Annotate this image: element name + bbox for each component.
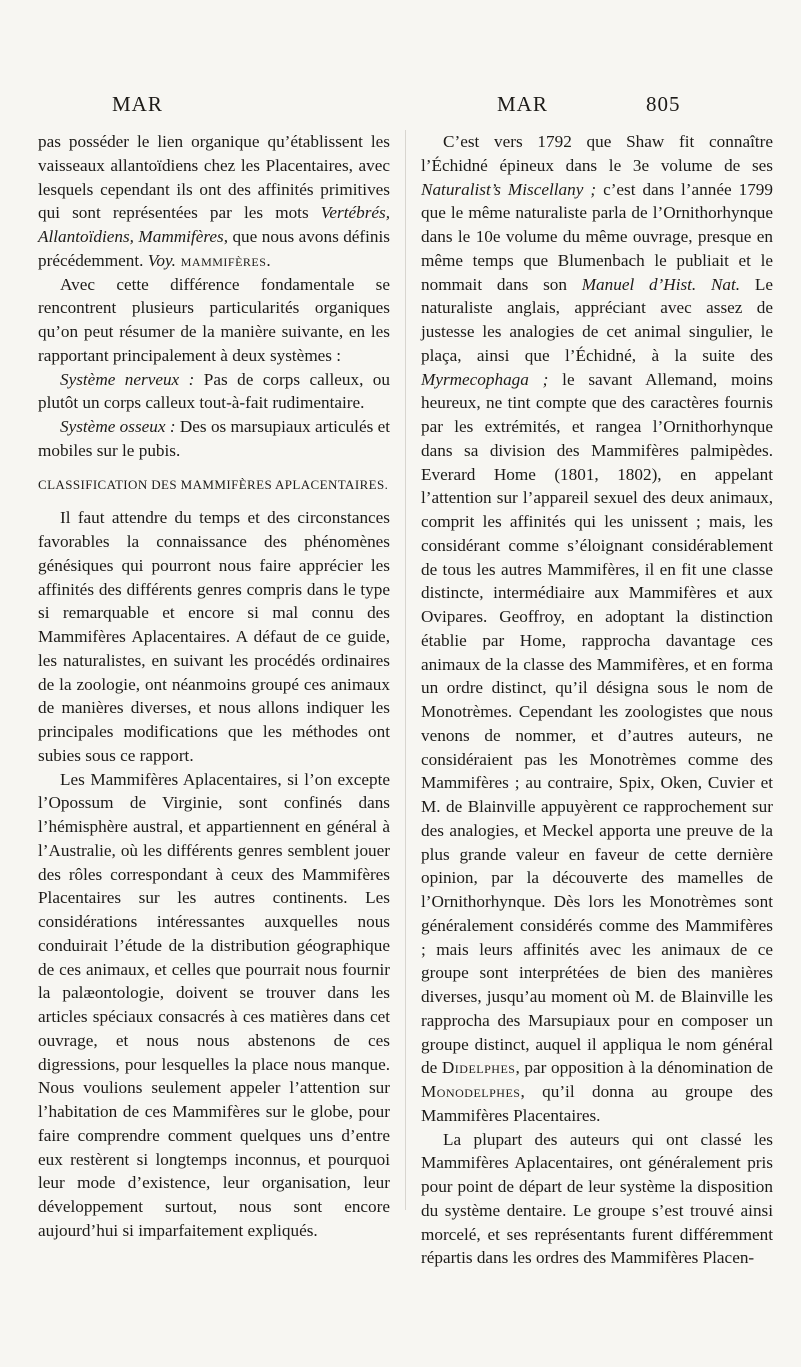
running-head-left: MAR: [112, 92, 163, 116]
paragraph: [38, 415, 390, 463]
italic-title: Naturalist’s Miscellany ;: [421, 179, 597, 199]
text-run: , qu’il donna au groupe des Mammifères Placentaires.: [421, 1082, 773, 1125]
running-head-right: MAR: [497, 92, 548, 116]
italic-title: Myrmecophaga ;: [421, 369, 549, 389]
text-run: pas posséder le lien organique qu’établissent les vaisseaux allantoïdiens chez les Placentaires, avec lesquels cependant ils ont des affinités primitives qui sont représentées par les mots: [38, 132, 390, 223]
text-run: Des os marsupiaux articulés et mobiles sur le pubis.: [38, 417, 391, 460]
text-run: c’est dans l’année 1799 que le même naturaliste parla de l’Ornithorhynque dans le 10e volume du même ouvrage, presque en même temps que Blumenbach le publiait et le nommait dans son: [421, 179, 773, 294]
paragraph: [38, 368, 390, 416]
text-run: le savant Allemand, moins heureux, ne tint compte que des caractères fournis par les extrémités, et rangea l’Ornithorhynque dans sa division des Mammifères palmipèdes. Everard Home (1801, 1802), en appelant l’attention sur l’appareil sexuel des deux animaux, comprit les affinités qui les unissent ; mais, les considérant comme s’éloignant considérablement de tous les autres Mammifères, il en fit une classe distincte, intermédiaire aux Mammifères et aux Ovipares. Geoffroy, en adoptant la distinction établie par Home, rapprocha davantage ces animaux de la classe des Mammifères, et en forma un ordre distinct, qu’il désigna sous le nom de Monotrèmes. Cependant les zoologistes que nous venons de nommer, et d’autres auteurs, ne considéraient pas les Monotrèmes comme des Mammifères ; au contraire, Spix, Oken, Cuvier et M. de Blainville appuyèrent ce rapprochement sur des analogies, et Meckel apporta une preuve de la plus grande valeur en faveur de cette dernière opinion, par la découverte des mamelles de l’Ornithorhynque. Dès lors les Monotrèmes sont généralement considérés comme des Mammifères ; mais leurs affinités avec les animaux de ce groupe sont interprétées de bien des manières diverses, jusqu’au moment où M. de Blainville les rapprocha des Marsupiaux pour en composer un groupe distinct, auquel il appliqua le nom général de: [421, 369, 773, 1078]
text-run: , que nous avons définis précédemment.: [38, 227, 390, 270]
paragraph: [38, 506, 390, 767]
text-run: C’est vers 1792 que Shaw fit connaître l’Échidné épineux dans le 3e volume de ses: [421, 132, 773, 175]
text-run: , par opposition à la dénomination de: [515, 1058, 773, 1078]
paragraph-label: Système osseux :: [60, 417, 176, 436]
right-column: [421, 130, 773, 1270]
text-run: Les Mammifères Aplacentaires, si l’on excepte l’Opossum de Virginie, sont confinés dans l’hémisphère austral, et appartiennent en général à l’Australie, où les différents genres semblent jouer des rôles correspondant à ceux des Mammifères Placentaires sur les autres continents. Les considérations intéressantes auxquelles nous conduirait l’étude de la distribution géographique de ces animaux, et celles que pourrait nous fournir la palæontologie, doivent se trouver dans les articles spéciaux consacrés à ces matières dans cet ouvrage, et nous nous abstenons de ces digressions, pour lesquelles la place nous manque. Nous voulions seulement appeler l’attention sur l’habitation de ces Mammifères sur le globe, pour faire comprendre comment quelques uns d’entre eux restèrent si longtemps inconnus, et pourquoi leur mode d’existence, leur organisation, leur développement surtout, nous sont encore aujourd’hui si imparfaitement expliqués.: [38, 769, 390, 1240]
paragraph-label: Système nerveux :: [60, 369, 195, 389]
text-run: Pas de corps calleux, ou plutôt un corps calleux tout-à-fait rudimentaire.: [38, 369, 390, 413]
text-run: Le naturaliste anglais, appréciant avec assez de justesse les analogies de cet animal singulier, le plaça, ainsi que l’Échidné, à la suite des: [421, 274, 773, 365]
paragraph: [38, 768, 390, 1243]
paragraph: [38, 130, 390, 273]
text-run: Avec cette différence fondamentale se rencontrent plusieurs particularités organiques qu’on peut résumer de la manière suivante, en les rapportant principalement à deux systèmes :: [38, 274, 390, 365]
italic-title: Manuel d’Hist. Nat.: [581, 274, 741, 294]
small-caps-term: Monodelphes: [421, 1082, 521, 1101]
page-number: 805: [646, 92, 681, 116]
paragraph: [421, 130, 773, 1128]
paragraph: [421, 1128, 773, 1271]
text-run: La plupart des auteurs qui ont classé les Mammifères Aplacentaires, ont généralement pris pour point de départ de leur système la disposition du système dentaire. Le groupe s’est trouvé ainsi morcelé, et ses représentants furent différemment répartis dans les ordres des Mammifères Placen-: [421, 1129, 773, 1268]
text-run: Il faut attendre du temps et des circonstances favorables la connaissance des phénomènes génésiques qui pourront nous faire apprécier les affinités des différents genres compris dans le type si remarquable et encore si mal connu des Mammifères Aplacentaires. A défaut de ce guide, les naturalistes, en suivant les procédés ordinaires de la zoologie, ont néanmoins groupé ces animaux de manières diverses, et nous allons indiquer les principales modifications que les méthodes ont subies sous ce rapport.: [38, 508, 390, 765]
column-divider: [405, 130, 406, 1210]
text-run: Vertébrés, Allantoïdiens, Mammifères: [38, 203, 390, 246]
section-heading: CLASSIFICATION DES MAMMIFÈRES APLACENTAIRES.: [38, 476, 389, 492]
paragraph: [38, 273, 390, 368]
left-column: [38, 130, 390, 1243]
text-run: Voy.: [147, 250, 176, 270]
text-run: mammifères.: [175, 250, 272, 270]
small-caps-term: Didelphes: [441, 1058, 516, 1078]
